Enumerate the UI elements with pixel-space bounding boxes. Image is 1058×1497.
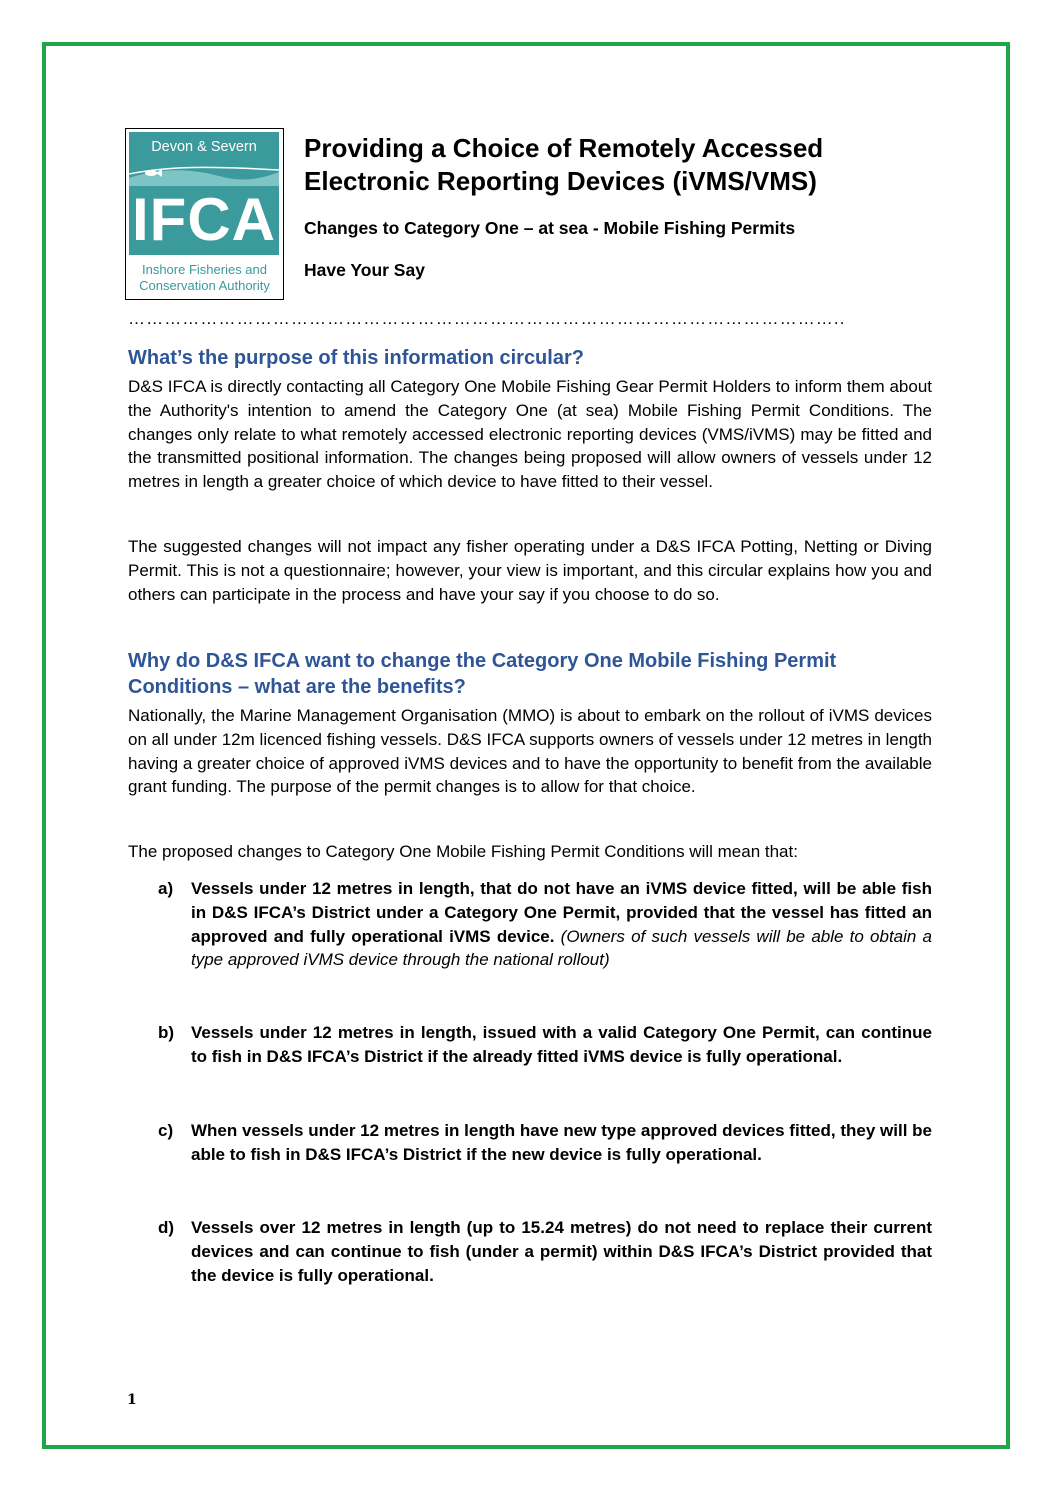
section2-heading: Why do D&S IFCA want to change the Category One Mobile Fishing Permit Conditions – what are the benefits? [128, 650, 837, 698]
list-item-text [191, 877, 932, 972]
list-item-text: Vessels over 12 metres in length (up to 15.24 metres) do not need to replace their current devices and can continue to fish (under a permit) within D&S IFCA’s District provided that the device is fully operational. [191, 1218, 932, 1285]
list-item-letter: c) [158, 1121, 174, 1140]
section1-heading: What’s the purpose of this information circular? [128, 347, 584, 369]
document-subtitle: Changes to Category One – at sea - Mobile Fishing Permits [304, 218, 796, 238]
section2-paragraph2: The proposed changes to Category One Mobile Fishing Permit Conditions will mean that: [128, 842, 798, 861]
logo-sub-line1: Inshore Fisheries and [141, 262, 267, 277]
section1-paragraph2: The suggested changes will not impact any fisher operating under a D&S IFCA Potting, Netting or Diving Permit. This is not a questionnaire; however, your view is important, and this circular explains how you and others can participate in the process and have your say if you choose to do so. [128, 537, 932, 604]
fish-wave-icon [129, 162, 279, 186]
logo-big-text: IFCA [132, 186, 276, 253]
list-item-italic-note: (Owners of such vessels will be able to obtain a type approved iVMS device through the national rollout) [191, 926, 932, 970]
logo-sub-line2: Conservation Authority [139, 278, 270, 293]
list-item-letter: d) [158, 1218, 175, 1237]
list-item-text: When vessels under 12 metres in length have new type approved devices fitted, they will be able to fish in D&S IFCA’s District if the new device is fully operational. [191, 1121, 932, 1164]
list-item [158, 1021, 932, 1069]
list-item-letter: b) [158, 1023, 175, 1042]
list-item-text: Vessels under 12 metres in length, issued with a valid Category One Permit, can continue to fish in D&S IFCA’s District if the already fitted iVMS device is fully operational. [191, 1023, 932, 1066]
page-number: 1 [127, 1392, 137, 1408]
logo-teal-panel [129, 132, 279, 255]
ifca-logo [125, 128, 284, 300]
list-item-letter: a) [158, 879, 174, 898]
logo-subtitle [126, 262, 283, 294]
list-item-bold-text: Vessels under 12 metres in length, that do not have an iVMS device fitted, will be able fish in D&S IFCA’s District under a Category One Permit, provided that the vessel has fitted an approved and fully operational iVMS device. [191, 879, 932, 946]
list-item [158, 1216, 932, 1287]
have-your-say: Have Your Say [304, 260, 425, 280]
list-item [158, 877, 932, 972]
list-item [158, 1119, 932, 1167]
section2-paragraph1: Nationally, the Marine Management Organisation (MMO) is about to embark on the rollout of iVMS devices on all under 12m licenced fishing vessels. D&S IFCA supports owners of vessels under 12 metres in length having a greater choice of approved iVMS devices and to have the opportunity to benefit from the available grant funding. The purpose of the permit changes is to allow for that choice. [128, 706, 932, 797]
document-title: Providing a Choice of Remotely Accessed Electronic Reporting Devices (iVMS/VMS) [304, 133, 824, 196]
section1-paragraph1: D&S IFCA is directly contacting all Category One Mobile Fishing Gear Permit Holders to inform them about the Authority's intention to amend the Category One (at sea) Mobile Fishing Permit Conditions. The changes only relate to what remotely accessed electronic reporting devices (VMS/iVMS) may be fitted and the transmitted positional information. The changes being proposed will allow owners of vessels under 12 metres in length a greater choice of which device to have fitted to their vessel. [128, 377, 932, 492]
logo-top-text: Devon & Severn [151, 139, 257, 155]
dotted-separator: ……………………………………………………………………………………………………….. [128, 309, 846, 328]
